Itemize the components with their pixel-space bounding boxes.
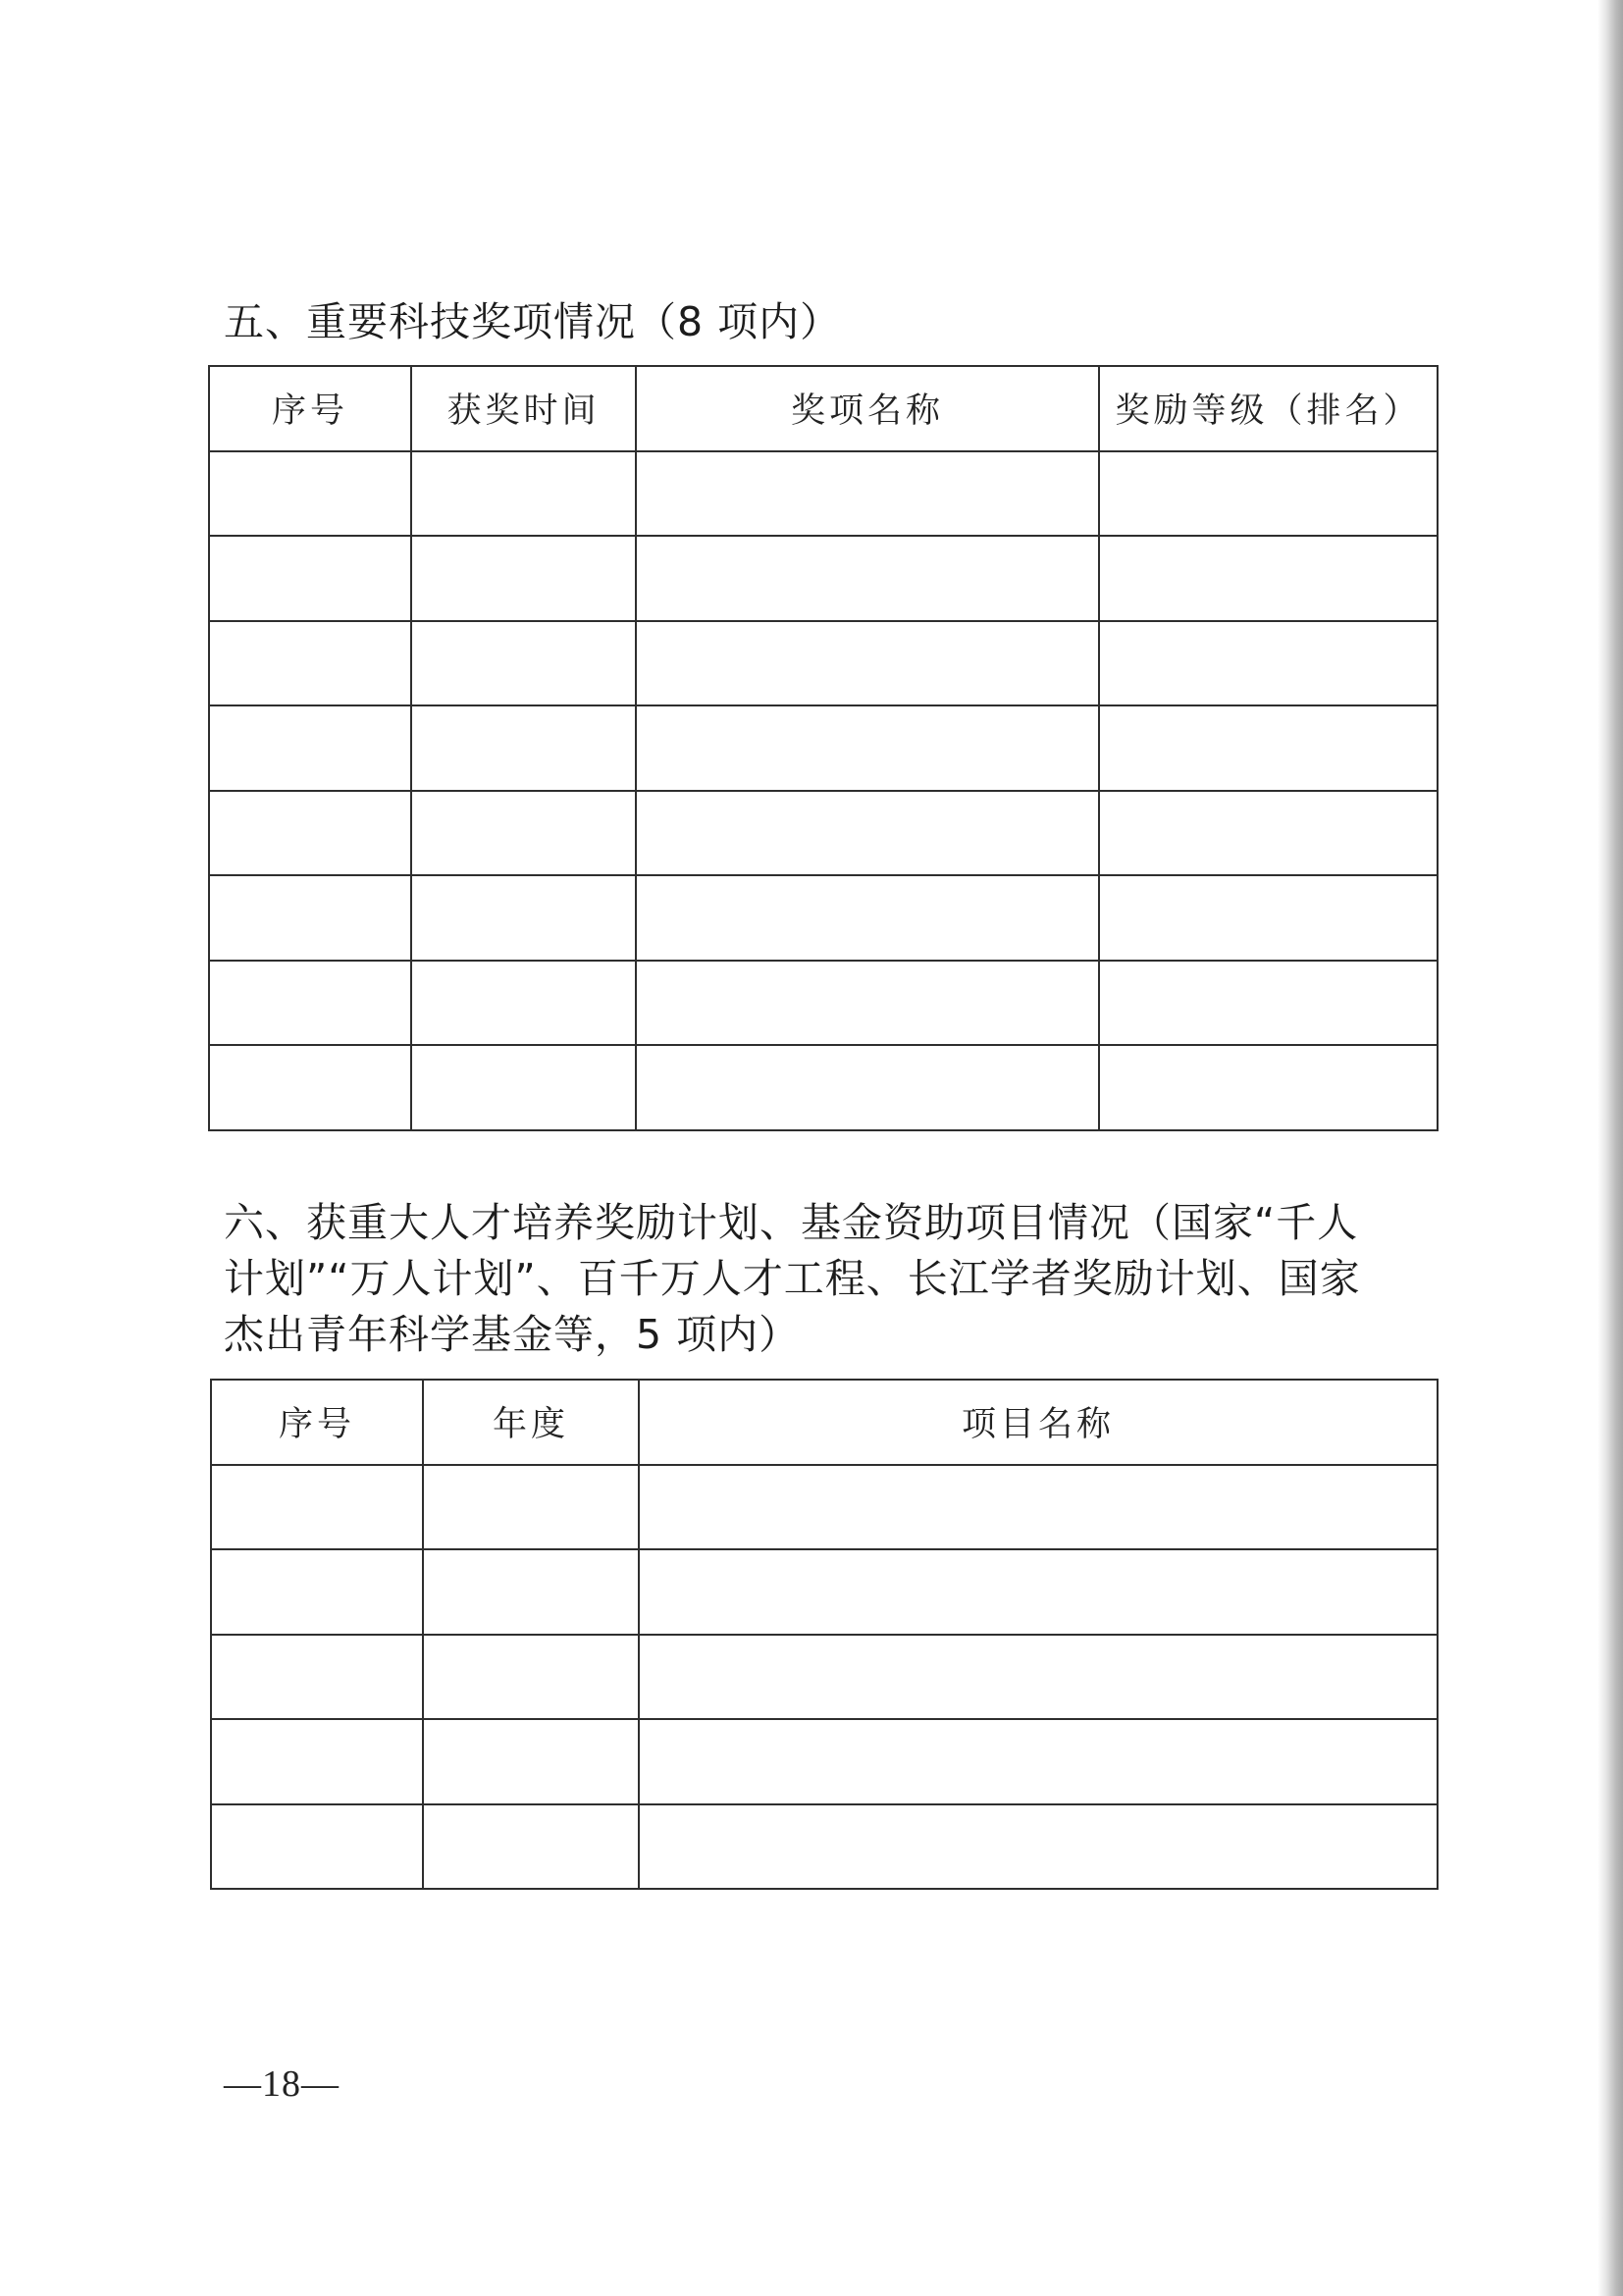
cell-name[interactable] — [636, 875, 1099, 961]
cell-time[interactable] — [411, 875, 636, 961]
header-award-level: 奖励等级（排名） — [1099, 366, 1438, 451]
table-row — [209, 791, 1438, 876]
cell-serial[interactable] — [209, 705, 411, 791]
cell-name[interactable] — [636, 705, 1099, 791]
cell-time[interactable] — [411, 621, 636, 706]
header-award-name: 奖项名称 — [636, 366, 1099, 451]
cell-serial[interactable] — [211, 1465, 423, 1550]
cell-year[interactable] — [423, 1549, 639, 1635]
header-project-name: 项目名称 — [639, 1380, 1438, 1465]
cell-level[interactable] — [1099, 536, 1438, 621]
table-row — [211, 1635, 1438, 1720]
section-6-title — [224, 1195, 1440, 1363]
cell-project[interactable] — [639, 1719, 1438, 1804]
cell-name[interactable] — [636, 536, 1099, 621]
cell-serial[interactable] — [211, 1635, 423, 1720]
table-row — [209, 621, 1438, 706]
cell-project[interactable] — [639, 1465, 1438, 1550]
cell-name[interactable] — [636, 961, 1099, 1046]
table-row — [209, 1045, 1438, 1130]
awards-table-header-row — [209, 366, 1438, 451]
cell-project[interactable] — [639, 1804, 1438, 1890]
cell-time[interactable] — [411, 961, 636, 1046]
cell-serial[interactable] — [209, 875, 411, 961]
header-year: 年度 — [423, 1380, 639, 1465]
table-row — [209, 451, 1438, 537]
talent-table-header-row — [211, 1380, 1438, 1465]
cell-serial[interactable] — [211, 1804, 423, 1890]
cell-time[interactable] — [411, 451, 636, 537]
table-row — [211, 1549, 1438, 1635]
scan-page-edge — [1597, 0, 1623, 2296]
cell-serial[interactable] — [209, 621, 411, 706]
cell-level[interactable] — [1099, 705, 1438, 791]
cell-serial[interactable] — [209, 536, 411, 621]
cell-level[interactable] — [1099, 875, 1438, 961]
section-5-title: 五、重要科技奖项情况（8 项内） — [224, 298, 842, 345]
cell-year[interactable] — [423, 1804, 639, 1890]
cell-serial[interactable] — [209, 791, 411, 876]
cell-project[interactable] — [639, 1635, 1438, 1720]
awards-table — [208, 365, 1439, 1131]
table-row — [209, 705, 1438, 791]
table-row — [211, 1804, 1438, 1890]
cell-level[interactable] — [1099, 791, 1438, 876]
page-number: —18— — [224, 2063, 340, 2105]
header-serial-number: 序号 — [209, 366, 411, 451]
cell-level[interactable] — [1099, 621, 1438, 706]
cell-serial[interactable] — [211, 1719, 423, 1804]
cell-year[interactable] — [423, 1465, 639, 1550]
cell-name[interactable] — [636, 621, 1099, 706]
cell-year[interactable] — [423, 1719, 639, 1804]
table-row — [209, 961, 1438, 1046]
cell-project[interactable] — [639, 1549, 1438, 1635]
header-award-time: 获奖时间 — [411, 366, 636, 451]
cell-time[interactable] — [411, 536, 636, 621]
cell-level[interactable] — [1099, 961, 1438, 1046]
cell-level[interactable] — [1099, 451, 1438, 537]
cell-time[interactable] — [411, 791, 636, 876]
cell-level[interactable] — [1099, 1045, 1438, 1130]
cell-serial[interactable] — [209, 451, 411, 537]
table-row — [209, 875, 1438, 961]
header-serial-number: 序号 — [211, 1380, 423, 1465]
table-row — [209, 536, 1438, 621]
cell-serial[interactable] — [209, 1045, 411, 1130]
cell-serial[interactable] — [209, 961, 411, 1046]
cell-name[interactable] — [636, 791, 1099, 876]
cell-time[interactable] — [411, 705, 636, 791]
talent-programs-table — [210, 1379, 1439, 1890]
table-row — [211, 1719, 1438, 1804]
cell-year[interactable] — [423, 1635, 639, 1720]
section-6-title-line-1: 六、获重大人才培养奖励计划、基金资助项目情况（国家“千人 — [224, 1199, 1359, 1246]
cell-name[interactable] — [636, 451, 1099, 537]
cell-name[interactable] — [636, 1045, 1099, 1130]
table-row — [211, 1465, 1438, 1550]
section-6-title-line-3: 杰出青年科学基金等，5 项内） — [224, 1311, 801, 1358]
cell-serial[interactable] — [211, 1549, 423, 1635]
cell-time[interactable] — [411, 1045, 636, 1130]
section-6-title-line-2: 计划”“万人计划”、百千万人才工程、长江学者奖励计划、国家 — [224, 1255, 1361, 1302]
